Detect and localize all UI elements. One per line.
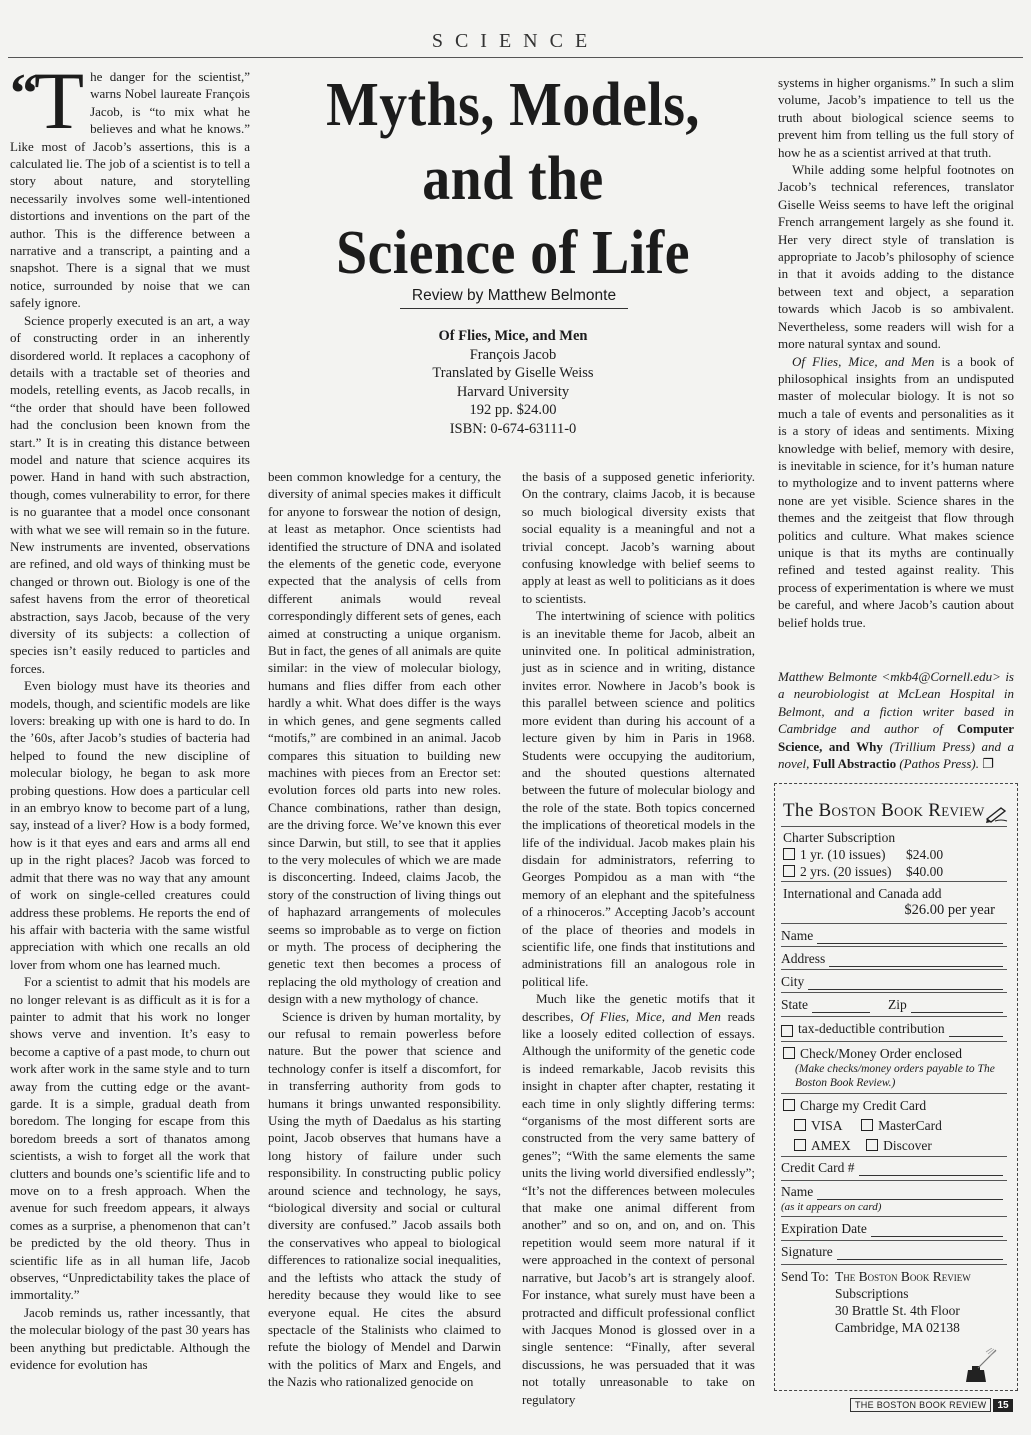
divider — [781, 969, 1007, 970]
checkbox[interactable] — [781, 1025, 793, 1037]
book-title: Of Flies, Mice, and Men — [438, 328, 588, 344]
paragraph: the basis of a supposed genetic inferiority. On the contrary, claims Jacob, it is because so much biological diversity exists that social equality is a meaningful and not a trivial concept. Jacob’s warning about confusing knowledge with belief seems to apply at least as well to politicians as it does to scientists. — [522, 469, 755, 606]
book-publisher: Harvard University — [456, 383, 570, 400]
divider — [781, 946, 1007, 947]
visa-option[interactable]: VISA — [794, 1118, 842, 1133]
card-row-2 — [783, 1137, 1005, 1154]
publication-name: THE BOSTON BOOK REVIEW — [850, 1398, 991, 1412]
option-2yr[interactable]: 2 yrs. (20 issues) $40.00 — [783, 863, 1003, 880]
name-field[interactable]: Name — [781, 928, 1003, 944]
divider — [781, 923, 1007, 924]
page-number: 15 — [993, 1399, 1012, 1412]
paragraph: Jacob reminds us, rather incessantly, that the molecular biology of the past 30 years has been anything but predictable. Although the evidence for evolution has — [10, 1304, 250, 1373]
mailing-address — [835, 1268, 971, 1336]
paragraph: systems in higher organisms.” In such a slim volume, Jacob’s impatience to tell us the truth about biological science seems to prevent him from telling us the full story of how he as a scientist arrived at that truth. — [778, 75, 1014, 160]
paragraph: While adding some helpful footnotes on Jacob’s technical references, translator Giselle Weiss seems to have left the original French arrangement largely as she found it. Her very direct style of translation is appropriate to Jacob’s philosophy of science in that it avoids adding to the distance between text and object, a separation towards which Jacob is so ambivalent. Nevertheless, some readers will wish for a more natural syntax and sound. — [778, 162, 1014, 352]
divider — [781, 1180, 1007, 1181]
checkbox[interactable] — [783, 865, 795, 877]
checkbox[interactable] — [783, 1099, 795, 1111]
book-author: François Jacob — [469, 346, 557, 363]
check-option[interactable]: Check/Money Order enclosed — [783, 1045, 1005, 1062]
tax-contribution[interactable]: tax-deductible contribution — [781, 1021, 1003, 1037]
title-line-1: Myths, Models, — [326, 71, 700, 139]
paragraph: been common knowledge for a century, the diversity of animal species makes it difficult for anyone to forswear the notion of design, at least as metaphor. Once scientists had identified the structure of DNA and isolated the elements of the genetic code, everyone expected that the analysis of cells from different animals would reveal correspondingly different sets of genes, each aimed at constructing a unique organism. But in fact, the genes of all animals are quite similar: in the view of molecular biology, humans and flies differ from each other hardly a whit. What does differ is the ways in which genes, and gene segments called “motifs,” are combined in an animal. Jacob compares this situation to building new machines with pieces from an Erector set: evolution forces old parts into new roles. Chance combinations, rather than design, are the driving force. We’ve known this ever since Darwin, but still, to see that it applies to the very molecules of which we are made is disconcerting. Indeed, claims Jacob, the story of the construction of living things out of haphazard arrangements of molecules seems so improbable as to verge on fiction or myth. The process of deciphering the genetic text then becomes a process of replacing the old mythology of creation and design with a new mythology of chance. — [268, 469, 501, 1007]
pencil-icon — [985, 805, 1009, 823]
divider — [781, 1240, 1007, 1241]
send-to-label: Send To: — [781, 1269, 829, 1284]
paragraph: For a scientist to admit that his models are no longer relevant is as difficult as it is for a painter to admit that his work no longer shows verve and invention. It’s easy to become a captive of a past mode, to churn out work after work in the same style and to turn away from the cutting edge or the avant-garde. It is a simple, gradual death from boredom. The longing for escape from this boredom breeds a sort of thanatos among scientists, a wish to forget all the work that clutters and bounds one’s scientific life and to move on to a fresh approach. When the avenue for such freedom appears, it always comes as a surprise, a phenomenon that can’t be predicted by the old theory. Thus in scientific life as in all human life, Jacob observes, “Unpredictability takes the place of immortality.” — [10, 974, 250, 1303]
intl-price: $26.00 per year — [904, 902, 995, 918]
send-to-row — [781, 1268, 1003, 1336]
address-line-2: Subscriptions — [835, 1286, 909, 1301]
paragraph: Science properly executed is an art, a way of constructing order in an inherently disordered world. It replaces a cacophony of details with a tractable set of theories and models, retelling events, as Jacob recalls, in “the order that should have been followed had the conclusion been known from the start.” It is in creating this distance between model and nature that science acquires its power. Hand in hand with such abstraction, though, comes vulnerability to error, for there is no guarantee that a model once consonant with what we see will remain so in the future. New instruments are invented, observations are refined, and old ways of thinking must be changed or thrown out. Biology is one of the safest havens from the error of theoretical abstraction, says Jacob, because of the very diversity of its subjects: a collection of species isn’t easily reduced to particles and forces. — [10, 312, 250, 676]
charge-option[interactable]: Charge my Credit Card — [783, 1097, 1005, 1114]
state-zip-field[interactable]: State Zip — [781, 997, 1003, 1013]
intl-block — [783, 885, 995, 919]
paragraph: The intertwining of science with politics is an inevitable theme for Jacob, albeit an uninvited one. In political administration, just as in science and in writing, distance invites error. Nowhere in Jacob’s book is this parallel between science and politics more evident than during his account of a lecture given by him in Paris in 1968. Students were occupying the auditorium, and the shouted questions alternated between the future of molecular biology and the role of the state. Both topics concerned the implications of theoretical models in the life of the individual. Jacob makes plain his disdain for administrators, referring to Georges Pompidou as a man with “the memory of an elephant and the spitefulness of a rhinoceros.” Accepting Jacob’s account of the place of theories and models in scientific life, one finds that institutions and administrations fill an analogous role in political life. — [522, 608, 755, 989]
paragraph: Science is driven by human mortality, by our refusal to remain powerless before nature. But the power that science and technology confer is itself a discomfort, for in transferring authority from gods to humans it brings unwanted responsibility. Using the myth of Daedalus as his starting point, Jacob observes that humans have a long history of failure under such responsibility. In constructing public policy around science and technology, he says, “biological diversity and social or cultural diversity are confused.” Jacob assails both the conservatives who appeal to biological differences to rationalize social inequalities, and the leftists who attack the study of heredity because they would like to see everyone equal. He cites the absurd spectacle of the Stalinists who claimed to refute the biology of Mendel and Darwin with the politics of Marx and Engels, and the Nazis who rationalized genocide on — [268, 1008, 501, 1390]
subscription-title: The Boston Book Review — [783, 800, 985, 821]
divider — [781, 881, 1007, 882]
divider — [781, 992, 1007, 993]
card-name-field[interactable]: Name — [781, 1184, 1003, 1200]
address-line-3: 30 Brattle St. 4th Floor — [835, 1303, 960, 1318]
top-rule — [8, 57, 1023, 58]
charter-label: Charter Subscription — [783, 830, 896, 845]
column-1 — [10, 55, 250, 1373]
author-bio: Matthew Belmonte <mkb4@Cornell.edu> is a neurobiologist at McLean Hospital in Belmont, and a fiction writer based in Cambridge and author of Computer Science, and Why (Trillium Press) and a novel, Full Abstractio (Pathos Press). ❐ — [778, 669, 1014, 772]
amex-option[interactable]: AMEX — [794, 1138, 851, 1153]
check-block — [783, 1045, 1005, 1090]
book-pages-price: 192 pp. $24.00 — [469, 402, 557, 418]
mastercard-option[interactable]: MasterCard — [861, 1118, 942, 1133]
address-line-4: Cambridge, MA 02138 — [835, 1320, 960, 1335]
address-field[interactable]: Address — [781, 951, 1003, 967]
card-name-note: (as it appears on card) — [781, 1201, 882, 1213]
book-isbn: ISBN: 0-674-63111-0 — [449, 420, 577, 437]
divider — [781, 1156, 1007, 1157]
divider — [781, 1264, 1007, 1265]
intl-label: International and Canada add — [783, 886, 942, 901]
signature-field[interactable]: Signature — [781, 1244, 1003, 1260]
paragraph: Much like the genetic motifs that it describes, Of Flies, Mice, and Men reads like a loosely edited collection of essays. Although the uniformity of the genetic code is indeed remarkable, Jacob revisits this insight in chapter after chapter, restating it each time in only slightly differing terms: “organisms of the most different sorts are constructed from the very same battery of genes”; “With the same elements the same units the living world diversified endlessly”; “It’s not the differences between molecules that make one animal different from another” and so on, and on, and on. This repetition would seem more natural if it were approached in the context of personal narrative, but Jacob’s art is strangely aloof. For instance, what surely must have been a protracted and difficult professional conflict with Jacques Monod is glossed over in a single sentence: “Finally, after several discussions, he was persuaded that it was not totally unreasonable to take on regulatory — [522, 991, 755, 1407]
page-footer — [850, 1398, 1013, 1412]
checkbox[interactable] — [783, 1047, 795, 1059]
lead-paragraph: “T he danger for the scientist,” warns Nobel laureate François Jacob, is “to mix what he believes and what he knows.” Like most of Jacob’s assertions, this is a calculated lie. The job of a scientist is to tell a story about nature, and storytelling necessarily involves some well-intentioned distortions and inventions on the part of the author. This is the difference between a narrative and a transcript, a painting and a snapshot. There is a signal that we must notice, surrounded by noise that we can safely ignore. — [10, 55, 250, 311]
paragraph: Of Flies, Mice, and Men is a book of philosophical insights from an undisputed master of molecular biology. It is not so much a tale of events and personalities as it is a story of ideas and sentiments. Mixing knowledge with belief, memory with desire, is inevitable in science, for it’s human nature to mythologize and to invent patterns where none are yet visible. Science shares in the themes and the zeitgeist that flow through politics and culture. What makes science unique is that its myths are continually refined and tested against reality. This process of experimentation is where we must be careful, and where Jacob’s caution about belief holds true. — [778, 353, 1014, 630]
expiration-field[interactable]: Expiration Date — [781, 1221, 1003, 1237]
card-number-field[interactable]: Credit Card # — [781, 1160, 1003, 1176]
divider — [781, 1216, 1007, 1217]
send-to-block — [781, 1268, 1003, 1336]
column-2 — [268, 468, 501, 1391]
divider — [781, 1041, 1007, 1042]
book-info — [360, 327, 666, 438]
divider — [781, 1093, 1007, 1094]
option-1yr[interactable]: 1 yr. (10 issues) $24.00 — [783, 846, 1003, 863]
charge-block — [783, 1097, 1005, 1154]
column-4 — [778, 74, 1014, 631]
address-line-1: The Boston Book Review — [835, 1269, 971, 1284]
charter-block — [783, 829, 1003, 880]
title-line-3: Science of Life — [336, 219, 690, 287]
byline: Review by Matthew Belmonte — [400, 287, 628, 309]
title-line-2: and the — [422, 145, 604, 213]
card-row-1 — [783, 1117, 1005, 1134]
divider — [781, 1016, 1007, 1017]
paragraph: Even biology must have its theories and models, though, and scientific models are like lovers: breaking up with one is hard to do. In the ’60s, after Jacob’s studies of bacteria had helped to found the new discipline of molecular biology, he began to ask more probing questions. How does a particular cell in an embryo know to become part of a lung, say, instead of a liver? How is a body formed, how is it that eyes and ears and arms all end up in the right places? Jacob was forced to admit that there was no way that any amount of work on single-celled creatures could address these problems. He reports the end of his affair with bacteria with the same wistful appreciation with which one recalls an old lover from whom one has learned much. — [10, 678, 250, 972]
book-translator: Translated by Giselle Weiss — [432, 365, 594, 381]
drop-cap: “T — [10, 55, 85, 146]
section-label: SCIENCE — [431, 30, 600, 52]
article-title — [287, 68, 739, 290]
checkbox[interactable] — [783, 848, 795, 860]
discover-option[interactable]: Discover — [866, 1138, 932, 1153]
divider — [781, 826, 1007, 827]
inkwell-icon — [958, 1348, 998, 1384]
check-note: (Make checks/money orders payable to The Boston Book Review.) — [795, 1063, 995, 1089]
column-3 — [522, 468, 755, 1408]
end-mark-icon: ❐ — [982, 756, 994, 772]
city-field[interactable]: City — [781, 974, 1003, 990]
